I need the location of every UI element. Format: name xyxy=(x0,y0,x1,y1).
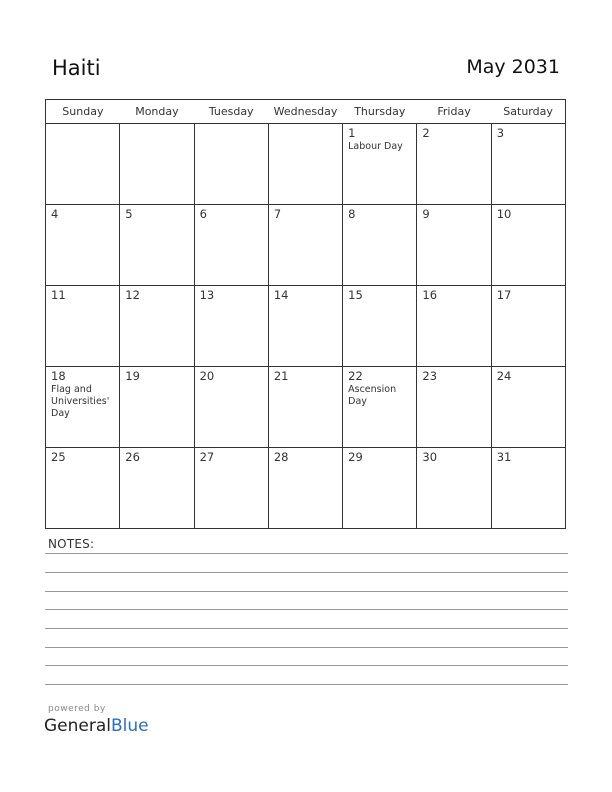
day-number: 18 xyxy=(51,369,66,383)
weekday-header-row xyxy=(46,100,566,124)
day-cell xyxy=(491,367,565,448)
day-number: 1 xyxy=(348,126,356,140)
weekday-header: Saturday xyxy=(491,100,565,124)
day-cell xyxy=(417,286,491,367)
day-number: 16 xyxy=(422,288,438,302)
day-number: 27 xyxy=(199,450,215,464)
day-number: 19 xyxy=(125,369,140,383)
day-number: 5 xyxy=(125,207,133,221)
day-cell xyxy=(120,205,194,286)
holiday-label: Labour Day xyxy=(348,141,403,152)
day-number: 26 xyxy=(125,450,140,464)
day-cell xyxy=(46,124,120,205)
day-number: 29 xyxy=(348,450,363,464)
day-number: 7 xyxy=(273,207,282,221)
day-number: 20 xyxy=(199,369,215,383)
day-cell xyxy=(120,124,194,205)
day-number: 15 xyxy=(348,288,363,302)
day-number: 11 xyxy=(51,288,66,302)
weekday-header: Wednesday xyxy=(268,100,342,124)
brand-general: General xyxy=(44,716,111,736)
generalblue-logo[interactable] xyxy=(44,716,149,736)
weekday-header: Monday xyxy=(120,100,194,124)
day-cell xyxy=(46,286,120,367)
day-cell xyxy=(268,448,342,529)
note-line xyxy=(45,591,568,592)
day-number: 2 xyxy=(422,126,430,140)
day-cell xyxy=(194,367,268,448)
day-number: 4 xyxy=(51,207,59,221)
day-cell xyxy=(194,286,268,367)
weekday-header: Sunday xyxy=(46,100,120,124)
holiday-label: Flag and Universities' Day xyxy=(51,384,110,419)
note-line xyxy=(45,647,568,648)
day-number: 25 xyxy=(51,450,66,464)
powered-by-text: powered by xyxy=(48,704,106,714)
calendar-month-title: May 2031 xyxy=(466,56,560,78)
day-cell xyxy=(491,448,565,529)
note-line xyxy=(45,665,568,666)
day-cell xyxy=(268,367,342,448)
day-number: 6 xyxy=(199,207,207,221)
weekday-header: Tuesday xyxy=(194,100,268,124)
day-cell xyxy=(120,286,194,367)
day-number: 28 xyxy=(273,450,289,464)
day-cell xyxy=(268,205,342,286)
day-cell xyxy=(417,124,491,205)
weekday-header: Friday xyxy=(417,100,491,124)
brand-blue: Blue xyxy=(111,716,149,736)
note-line xyxy=(45,684,568,685)
note-line xyxy=(45,553,568,554)
day-number: 31 xyxy=(496,450,512,464)
day-cell xyxy=(268,124,342,205)
week-row xyxy=(46,286,566,367)
week-row xyxy=(46,124,566,205)
day-number: 12 xyxy=(125,288,140,302)
day-cell xyxy=(491,286,565,367)
day-cell xyxy=(268,286,342,367)
notes-label: NOTES: xyxy=(48,537,95,551)
day-cell xyxy=(46,367,120,448)
week-row xyxy=(46,367,566,448)
day-number: 9 xyxy=(422,207,430,221)
day-cell xyxy=(120,367,194,448)
note-line xyxy=(45,628,568,629)
week-row xyxy=(46,448,566,529)
day-number: 8 xyxy=(348,207,356,221)
day-cell xyxy=(491,205,565,286)
day-cell xyxy=(417,205,491,286)
day-cell xyxy=(343,367,417,448)
day-cell xyxy=(417,367,491,448)
day-number: 30 xyxy=(422,450,438,464)
day-number: 14 xyxy=(273,288,289,302)
day-number: 22 xyxy=(348,369,363,383)
holiday-label: Ascension Day xyxy=(348,384,397,407)
day-cell xyxy=(343,124,417,205)
note-line xyxy=(45,609,568,610)
day-cell xyxy=(194,448,268,529)
day-number: 21 xyxy=(273,369,289,383)
day-cell xyxy=(46,205,120,286)
day-cell xyxy=(343,205,417,286)
day-number: 10 xyxy=(496,207,512,221)
day-cell xyxy=(194,205,268,286)
weekday-header: Thursday xyxy=(343,100,417,124)
day-cell xyxy=(46,448,120,529)
week-row xyxy=(46,205,566,286)
day-cell xyxy=(491,124,565,205)
day-number: 3 xyxy=(496,126,505,140)
day-number: 13 xyxy=(199,288,215,302)
day-number: 23 xyxy=(422,369,438,383)
calendar-country-title: Haiti xyxy=(52,56,101,80)
note-line xyxy=(45,572,568,573)
day-number: 17 xyxy=(496,288,512,302)
day-cell xyxy=(343,448,417,529)
day-cell xyxy=(417,448,491,529)
day-cell xyxy=(343,286,417,367)
month-calendar-grid xyxy=(45,99,566,529)
day-cell xyxy=(120,448,194,529)
day-number: 24 xyxy=(496,369,512,383)
day-cell xyxy=(194,124,268,205)
